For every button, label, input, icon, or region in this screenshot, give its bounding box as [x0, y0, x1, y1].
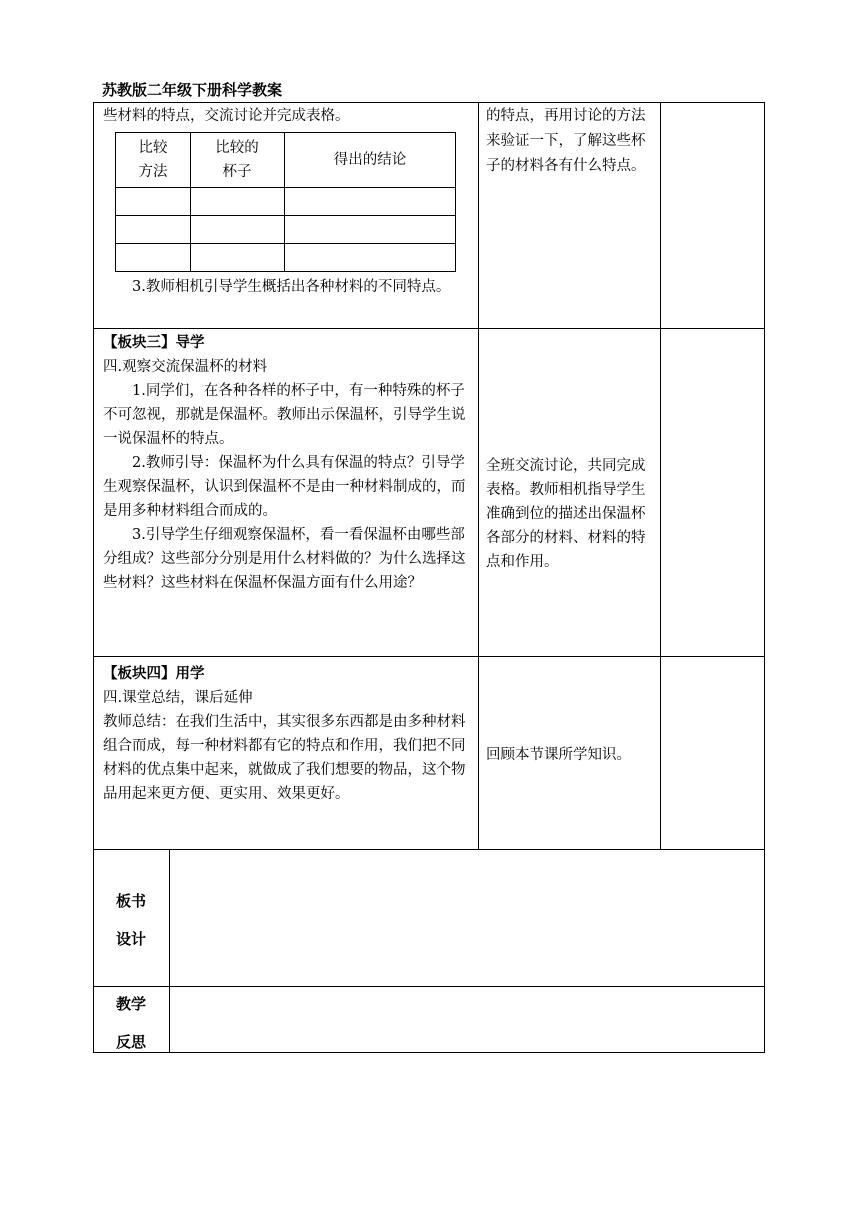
table-header-cups: 比较的杯子: [215, 140, 259, 180]
block-four: [103, 662, 473, 806]
lesson-plan-table: [93, 102, 765, 1052]
block-four-title: 【板块四】用学: [103, 666, 205, 682]
table-header-conclusion: 得出的结论: [333, 152, 407, 168]
block-four-p1: 教师总结：在我们生活中，其实很多东西都是由多种材料组合而成，每一种材料都有它的特点和作用，我们把不同材料的优点集中起来，就做成了我们想要的物品，这个物品用起来更方便、更实用、效果更好。: [103, 714, 466, 802]
reflection-label: 教学 反思: [115, 995, 146, 1051]
block-three: [103, 331, 473, 595]
block-three-subtitle: 四.观察交流保温杯的材料: [103, 359, 268, 375]
block-three-p2: 2.教师引导：保温杯为什么具有保温的特点？引导学生观察保温杯，认识到保温杯不是由一种材料制成的，而是用多种材料组合而成的。: [103, 455, 466, 519]
block-three-p1: 1.同学们，在各种各样的杯子中，有一种特殊的杯子不可忽视，那就是保温杯。教师出示保温杯，引导学生说一说保温杯的特点。: [103, 383, 466, 447]
block-three-title: 【板块三】导学: [103, 335, 205, 351]
step3-text: 3.教师相机引导学生概括出各种材料的不同特点。: [132, 279, 451, 295]
student-activity-3: 全班交流讨论，共同完成表格。教师相机指导学生准确到位的描述出保温杯各部分的材料、材料的特点和作用。: [486, 458, 646, 570]
block-three-p3: 3.引导学生仔细观察保温杯，看一看保温杯由哪些部分组成？这些部分分别是用什么材料做的？为什么选择这些材料？这些材料在保温杯保温方面有什么用途？: [103, 527, 466, 591]
table-header-method: 比较方法: [138, 140, 168, 180]
intro-text: 些材料的特点，交流讨论并完成表格。: [103, 108, 350, 124]
comparison-table: [115, 132, 456, 271]
block-four-subtitle: 四.课堂总结，课后延伸: [103, 690, 253, 706]
student-activity-1: 的特点，再用讨论的方法来验证一下，了解这些杯子的材料各有什么特点。: [486, 108, 646, 174]
document-header: 苏教版二年级下册科学教案: [102, 81, 283, 99]
student-activity-4: 回顾本节课所学知识。: [486, 747, 631, 763]
board-design-label: 板书 设计: [115, 892, 146, 948]
